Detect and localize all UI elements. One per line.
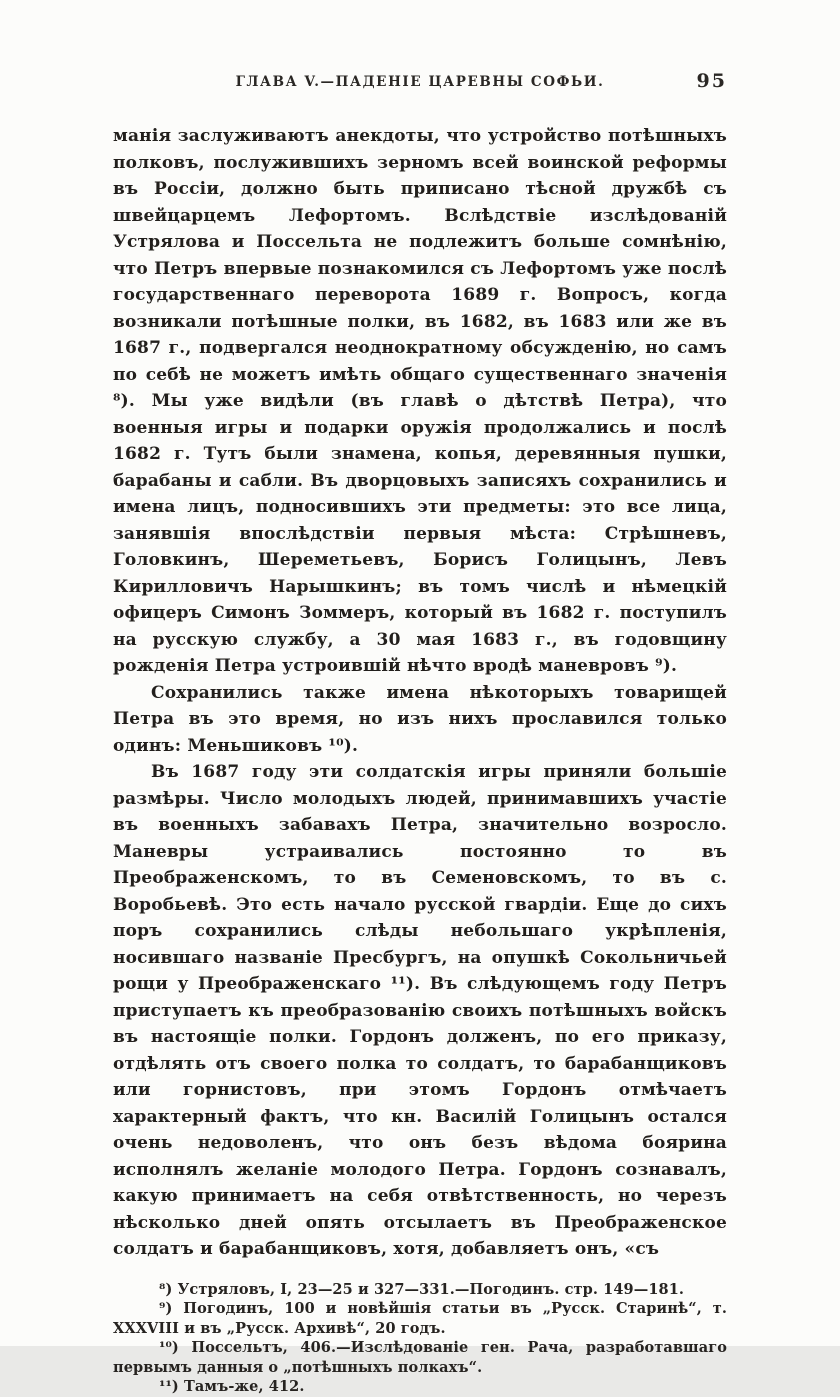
text-block (113, 0, 727, 1397)
running-title: ГЛАВА V.—ПАДЕНІЕ ЦАРЕВНЫ СОФЬИ. (235, 74, 605, 90)
footnotes-section (113, 1280, 727, 1397)
paragraph-continuation: манія заслуживаютъ анекдоты, что устройство потѣшныхъ полковъ, послужившихъ зерномъ всей воинской реформы въ Россіи, должно быть приписано тѣсной дружбѣ съ швейцарцемъ Лефортомъ. Вслѣдствіе изслѣдованій Устрялова и Поссельта не подлежитъ больше сомнѣнію, что Петръ впервые познакомился съ Лефортомъ уже послѣ государственнаго переворота 1689 г. Вопросъ, когда возникали потѣшные полки, въ 1682, въ 1683 или же въ 1687 г., подвергался неоднократному обсужденію, но самъ по себѣ не можетъ имѣть общаго существеннаго значенія ⁸). Мы уже видѣли (въ главѣ о дѣтствѣ Петра), что военныя игры и подарки оружія продолжались и послѣ 1682 г. Тутъ были знамена, копья, деревянныя пушки, барабаны и сабли. Въ дворцовыхъ записяхъ сохранились и имена лицъ, подносившихъ эти предметы: это все лица, занявшія впослѣдствіи первыя мѣста: Стрѣшневъ, Головкинъ, Шереметьевъ, Борисъ Голицынъ, Левъ Кирилловичъ Нарышкинъ; въ томъ числѣ и нѣмецкій офицеръ Симонъ Зоммеръ, который въ 1682 г. поступилъ на русскую службу, а 30 мая 1683 г., въ годовщину рожденія Петра устроившій нѣчто вродѣ маневровъ ⁹). (113, 126, 727, 676)
page-header (113, 70, 727, 96)
footnote-10: ¹⁰) Поссельтъ, 406.—Изслѣдованіе ген. Рача, разработавшаго первымъ данныя о „потѣшныхъ полкахъ“. (113, 1339, 727, 1376)
paragraph-3: Въ 1687 году эти солдатскія игры приняли большіе размѣры. Число молодыхъ людей, принимавшихъ участіе въ военныхъ забавахъ Петра, значительно возросло. Маневры устраивались постоянно то въ Преображенскомъ, то въ Семеновскомъ, то въ с. Воробьевѣ. Это есть начало русской гвардіи. Еще до сихъ поръ сохранились слѣды небольшаго укрѣпленія, носившаго названіе Пресбургъ, на опушкѣ Сокольничьей рощи у Преображенскаго ¹¹). Въ слѣдующемъ году Петръ приступаетъ къ преобразованію своихъ потѣшныхъ войскъ въ настоящіе полки. Гордонъ долженъ, по его приказу, отдѣлять отъ своего полка то солдатъ, то барабанщиковъ или горнистовъ, при этомъ Гордонъ отмѣчаетъ характерный фактъ, что кн. Василій Голицынъ остался очень недоволенъ, что онъ безъ вѣдома боярина исполнялъ желаніе молодого Петра. Гордонъ сознавалъ, какую принимаетъ на себя отвѣтственность, но черезъ нѣсколько дней опять отсылаетъ въ Преображенское солдатъ и барабанщиковъ, хотя, добавляетъ онъ, «съ (113, 762, 727, 1259)
page-body (113, 123, 727, 1263)
footnote-8: ⁸) Устряловъ, I, 23—25 и 327—331.—Погодинъ. стр. 149—181. (159, 1280, 685, 1298)
footnote-9: ⁹) Погодинъ, 100 и новѣйшія статьи въ „Русск. Старинѣ“, т. XXXVIII и въ „Русск. Архивѣ“, 20 годъ. (113, 1300, 727, 1337)
page-number: 95 (696, 70, 727, 92)
footnote-11: ¹¹) Тамъ-же, 412. (159, 1378, 305, 1395)
paragraph-2: Сохранились также имена нѣкоторыхъ товарищей Петра въ это время, но изъ нихъ прославился только одинъ: Меньшиковъ ¹⁰). (113, 682, 727, 756)
